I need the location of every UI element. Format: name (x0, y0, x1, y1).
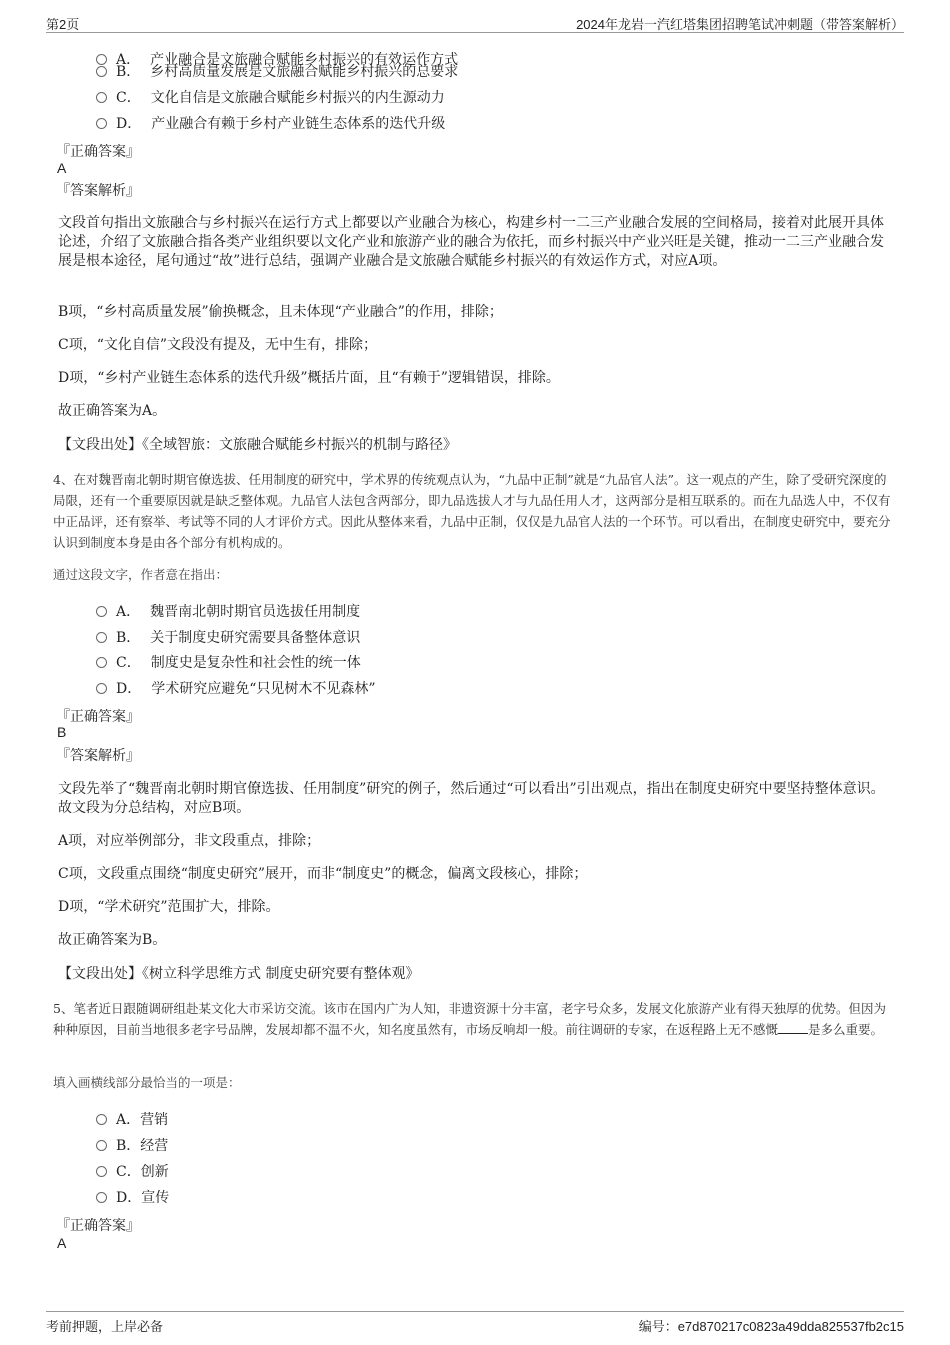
radio-icon[interactable] (96, 66, 107, 77)
answer-blank (778, 1021, 808, 1034)
q4-answer-label: 『正确答案』 (56, 709, 140, 725)
q5-option-c[interactable]: C．创新 (96, 1161, 169, 1181)
q3-option-b[interactable]: B． 乡村高质量发展是文旅融合赋能乡村振兴的总要求 (96, 61, 458, 81)
q4-option-d[interactable]: D． 学术研究应避免“只见树木不见森林” (96, 678, 376, 698)
footer-slogan: 考前押题，上岸必备 (46, 1320, 164, 1335)
radio-icon[interactable] (96, 683, 107, 694)
q4-answer: B (57, 724, 67, 740)
q5-answer: A (57, 1235, 67, 1251)
page-footer (46, 1311, 904, 1336)
radio-icon[interactable] (96, 1140, 107, 1151)
q3-answer-label: 『正确答案』 (56, 144, 140, 160)
document-title: 2024年龙岩一汽红塔集团招聘笔试冲刺题（带答案解析） (576, 17, 904, 32)
page-header (46, 10, 904, 33)
q5-question: 填入画横线部分最恰当的一项是： (53, 1075, 241, 1090)
q4-option-c[interactable]: C． 制度史是复杂性和社会性的统一体 (96, 652, 361, 672)
radio-icon[interactable] (96, 1166, 107, 1177)
q4-analysis-d: D项，“学术研究”范围扩大，排除。 (58, 899, 280, 915)
q4-stem: 4、在对魏晋南北朝时期官僚选拔、任用制度的研究中，学术界的传统观点认为，“九品中正制”就是“九品官人法”。这一观点的产生，除了受研究深度的局限，还有一个重要原因就是缺乏整体观。九品官人法包含两部分，即九品选拔人才与九品任用人才，这两部分是相互联系的。而在九品选人中，不仅有中正品评，还有察举、考试等不同的人才评价方式。因此从整体来看，九品中正制，仅仅是九品官人法的一个环节。可以看出，在制度史研究中，要充分认识到制度本身是由各个部分有机构成的。 (53, 472, 891, 550)
q3-analysis-label: 『答案解析』 (56, 183, 140, 199)
q4-option-a[interactable]: A． 魏晋南北朝时期官员选拔任用制度 (96, 601, 360, 621)
q3-analysis-c: C项，“文化自信”文段没有提及，无中生有，排除； (58, 337, 378, 353)
q3-source: 【文段出处】《全域智旅：文旅融合赋能乡村振兴的机制与路径》 (58, 437, 457, 453)
q4-analysis-label: 『答案解析』 (56, 748, 140, 764)
q5-option-b[interactable]: B．经营 (96, 1135, 168, 1155)
q3-analysis-main: 文段首句指出文旅融合与乡村振兴在运行方式上都要以产业融合为核心，构建乡村一二三产业融合发展的空间格局，接着对此展开具体论述，介绍了文旅融合指各类产业组织要以文化产业和旅游产业的融合为依托，而乡村振兴中产业兴旺是关键，推动一二三产业融合发展是根本途径，尾句通过“故”进行总结，强调产业融合是文旅融合赋能乡村振兴的有效运作方式，对应A项。 (58, 215, 884, 269)
q5-answer-label: 『正确答案』 (56, 1218, 140, 1234)
q4-analysis-main: 文段先举了“魏晋南北朝时期官僚选拔、任用制度”研究的例子，然后通过“可以看出”引出观点，指出在制度史研究中要坚持整体意识。故文段为分总结构，对应B项。 (58, 781, 885, 816)
q3-analysis-b: B项，“乡村高质量发展”偷换概念，且未体现“产业融合”的作用，排除； (58, 304, 503, 320)
q5-option-a[interactable]: A．营销 (96, 1109, 168, 1129)
q4-conclusion: 故正确答案为B。 (58, 932, 167, 948)
q4-analysis-c: C项，文段重点围绕“制度史研究”展开，而非“制度史”的概念，偏离文段核心，排除； (58, 866, 588, 882)
radio-icon[interactable] (96, 1114, 107, 1125)
q3-answer: A (57, 160, 67, 176)
radio-icon[interactable] (96, 657, 107, 668)
radio-icon[interactable] (96, 1192, 107, 1203)
q4-analysis-a: A项，对应举例部分，非文段重点，排除； (58, 833, 321, 849)
radio-icon[interactable] (96, 606, 107, 617)
radio-icon[interactable] (96, 632, 107, 643)
q3-conclusion: 故正确答案为A。 (58, 403, 167, 419)
q3-analysis-d: D项，“乡村产业链生态体系的迭代升级”概括片面，且“有赖于”逻辑错误，排除。 (58, 370, 560, 386)
q4-question: 通过这段文字，作者意在指出： (53, 567, 229, 582)
document-id: 编号：e7d870217c0823a49dda825537fb2c15 (638, 1319, 904, 1334)
q4-source: 【文段出处】《树立科学思维方式 制度史研究要有整体观》 (58, 966, 420, 982)
q5-option-d[interactable]: D．宣传 (96, 1187, 169, 1207)
page-number: 第2页 (46, 17, 80, 32)
q5-stem: 5、笔者近日跟随调研组赴某文化大市采访交流。该市在国内广为人知，非遗资源十分丰富，老字号众多，发展文化旅游产业有得天独厚的优势。但因为种种原因，目前当地很多老字号品牌，发展却都不温不火，知名度虽然有，市场反响却一般。前往调研的专家，在返程路上无不感慨 是多么重要。 (53, 1001, 886, 1037)
q3-option-d[interactable]: D． 产业融合有赖于乡村产业链生态体系的迭代升级 (96, 113, 445, 133)
q4-option-b[interactable]: B． 关于制度史研究需要具备整体意识 (96, 627, 360, 647)
radio-icon[interactable] (96, 92, 107, 103)
q3-option-a[interactable]: A． 产业融合是文旅融合赋能乡村振兴的有效运作方式 (96, 49, 458, 69)
radio-icon[interactable] (96, 118, 107, 129)
q3-option-c[interactable]: C． 文化自信是文旅融合赋能乡村振兴的内生源动力 (96, 87, 445, 107)
